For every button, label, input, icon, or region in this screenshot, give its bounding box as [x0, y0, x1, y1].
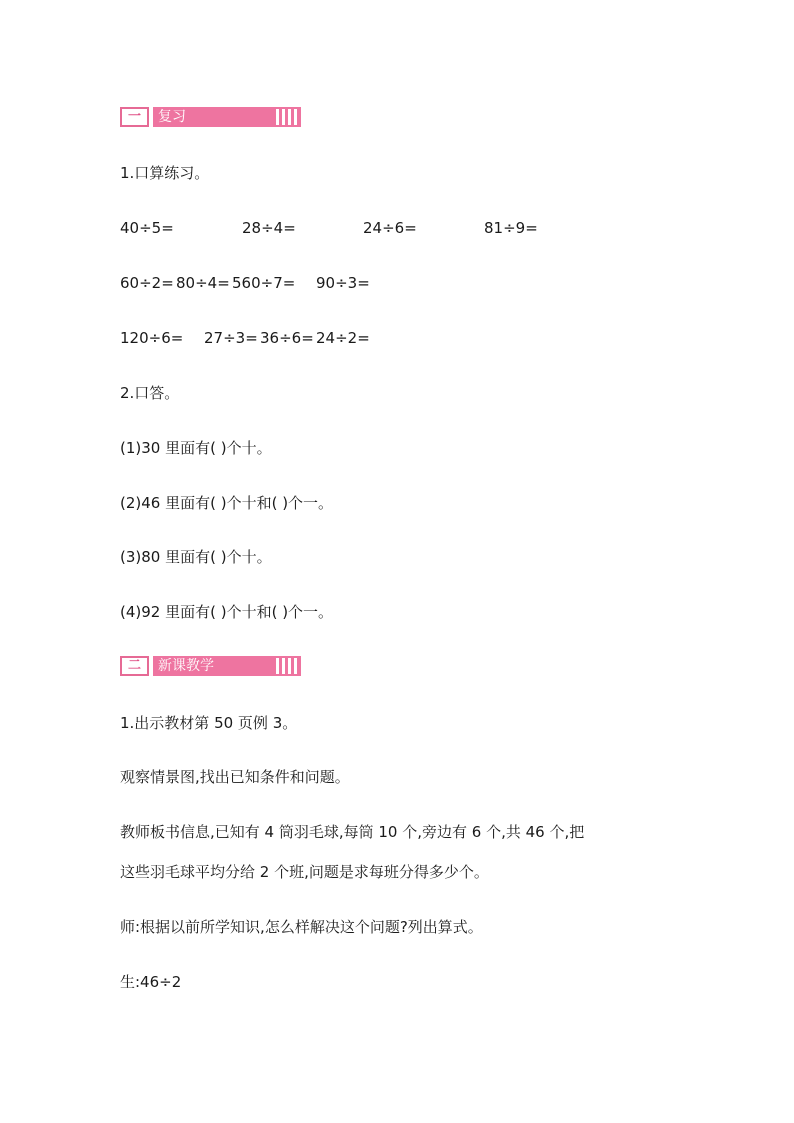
calc-item: 120÷6=	[120, 329, 184, 347]
calc-item: 24÷6=	[363, 219, 417, 237]
oral-question: (4)92 里面有( )个十和( )个一。	[120, 603, 334, 621]
lesson-paragraph: 这些羽毛球平均分给 2 个班,问题是求每班分得多少个。	[120, 863, 489, 881]
calc-item: 60÷2=	[120, 274, 174, 292]
lesson-paragraph: 生:46÷2	[120, 973, 182, 991]
section-title-bar	[153, 656, 301, 676]
stripes-decoration	[276, 109, 298, 125]
lesson-paragraph: 1.出示教材第 50 页例 3。	[120, 714, 298, 732]
section-number: 一	[120, 107, 149, 127]
calc-item: 40÷5=	[120, 219, 174, 237]
lesson-paragraph: 观察情景图,找出已知条件和问题。	[120, 768, 350, 786]
item-heading: 1.口算练习。	[120, 164, 210, 182]
section-number: 二	[120, 656, 149, 676]
calc-item: 80÷4=	[176, 274, 230, 292]
stripes-decoration	[276, 658, 298, 674]
oral-question: (2)46 里面有( )个十和( )个一。	[120, 494, 334, 512]
section-title-bar	[153, 107, 301, 127]
calc-item: 27÷3=	[204, 329, 258, 347]
calc-item: 36÷6=	[260, 329, 314, 347]
oral-question: (3)80 里面有( )个十。	[120, 548, 272, 566]
lesson-paragraph: 师:根据以前所学知识,怎么样解决这个问题?列出算式。	[120, 918, 483, 936]
section-title: 复习	[158, 109, 186, 125]
section-banner-review	[120, 107, 301, 127]
calc-item: 81÷9=	[484, 219, 538, 237]
lesson-paragraph: 教师板书信息,已知有 4 筒羽毛球,每筒 10 个,旁边有 6 个,共 46 个,把	[120, 823, 585, 841]
section-banner-new-lesson	[120, 656, 301, 676]
calc-item: 24÷2=	[316, 329, 370, 347]
item-heading: 2.口答。	[120, 384, 180, 402]
calc-item: 560÷7=	[232, 274, 296, 292]
calc-item: 90÷3=	[316, 274, 370, 292]
calc-item: 28÷4=	[242, 219, 296, 237]
section-title: 新课教学	[158, 658, 214, 674]
oral-question: (1)30 里面有( )个十。	[120, 439, 272, 457]
